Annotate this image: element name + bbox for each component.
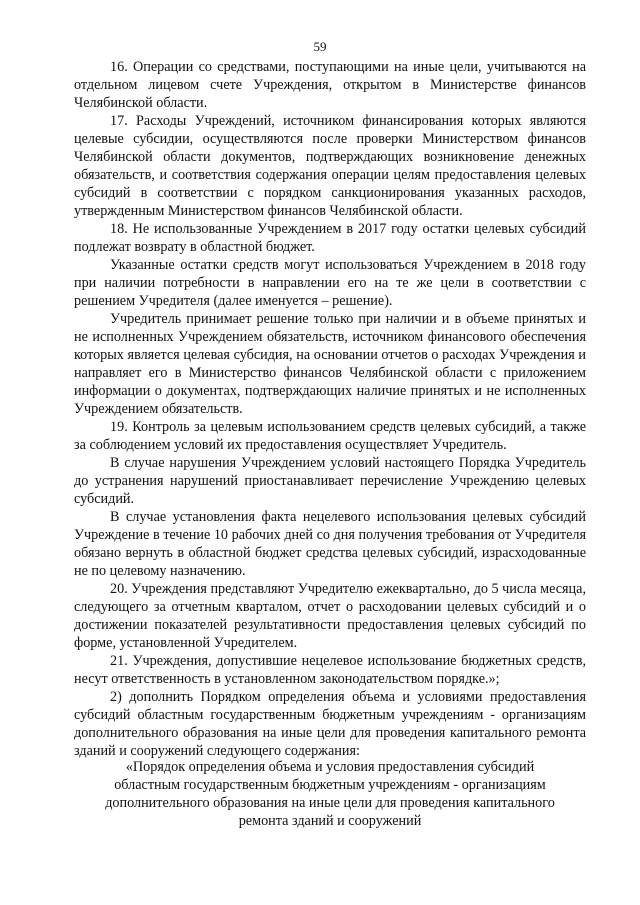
paragraph-amendment-2: 2) дополнить Порядком определения объема и условиями предоставления субсидий областным государственным бюджетным учреждениям - организациям дополнительного образования на иные цели для проведения капитального ремонта зданий и сооружений следующего содержания: [74, 689, 586, 759]
section-heading [74, 758, 586, 830]
heading-line: областным государственным бюджетным учреждениям - организациям [114, 777, 546, 793]
paragraph-17: 17. Расходы Учреждений, источником финансирования которых являются целевые субсидии, осуществляются после проверки Министерством финансов Челябинской области документов, подтверждающих возникновение денежных обязательств, и соответствия содержания операции целям предоставления целевых субсидий в соответствии с порядком санкционирования указанных расходов, утвержденным Министерством финансов Челябинской области. [74, 113, 586, 219]
heading-line: «Порядок определения объема и условия предоставления субсидий [125, 759, 535, 775]
paragraph-16: 16. Операции со средствами, поступающими на иные цели, учитываются на отдельном лицевом счете Учреждения, открытом в Министерстве финансов Челябинской области. [74, 59, 586, 111]
heading-line: дополнительного образования на иные цели для проведения капитального [105, 795, 555, 811]
page-number: 59 [313, 39, 327, 54]
paragraph-19-misuse: В случае установления факта нецелевого использования целевых субсидий Учреждение в течение 10 рабочих дней со дня получения требования от Учредителя обязано вернуть в областной бюджет средства целевых субсидий, израсходованные не по целевому назначению. [74, 509, 586, 579]
paragraph-18: 18. Не использованные Учреждением в 2017 году остатки целевых субсидий подлежат возврату в областной бюджет. [74, 221, 586, 255]
heading-line: ремонта зданий и сооружений [238, 813, 422, 829]
paragraph-19-violation: В случае нарушения Учреждением условий настоящего Порядка Учредитель до устранения нарушений приостанавливает перечисление Учреждению целевых субсидий. [74, 455, 586, 507]
paragraph-21: 21. Учреждения, допустившие нецелевое использование бюджетных средств, несут ответственность в установленном законодательством порядке.»; [74, 653, 586, 687]
document-body [74, 58, 586, 760]
paragraph-18-decision: Учредитель принимает решение только при наличии и в объеме принятых и не исполненных Учреждением обязательств, источником финансового обеспечения которых является целевая субсидия, на основании отчетов о расходах Учреждения и направляет его в Министерство финансов Челябинской области с приложением информации о документах, подтверждающих наличие принятых и не исполненных Учреждением обязательств. [74, 311, 586, 417]
paragraph-19: 19. Контроль за целевым использованием средств целевых субсидий, а также за соблюдением условий их предоставления осуществляет Учредитель. [74, 419, 586, 453]
paragraph-18-remainder-use: Указанные остатки средств могут использоваться Учреждением в 2018 году при наличии потребности в направлении его на те же цели в соответствии с решением Учредителя (далее именуется – решение). [74, 257, 586, 309]
paragraph-20: 20. Учреждения представляют Учредителю ежеквартально, до 5 числа месяца, следующего за отчетным кварталом, отчет о расходовании целевых субсидий и о достижении показателей результативности предоставления целевых субсидий по форме, установленной Учредителем. [74, 581, 586, 651]
